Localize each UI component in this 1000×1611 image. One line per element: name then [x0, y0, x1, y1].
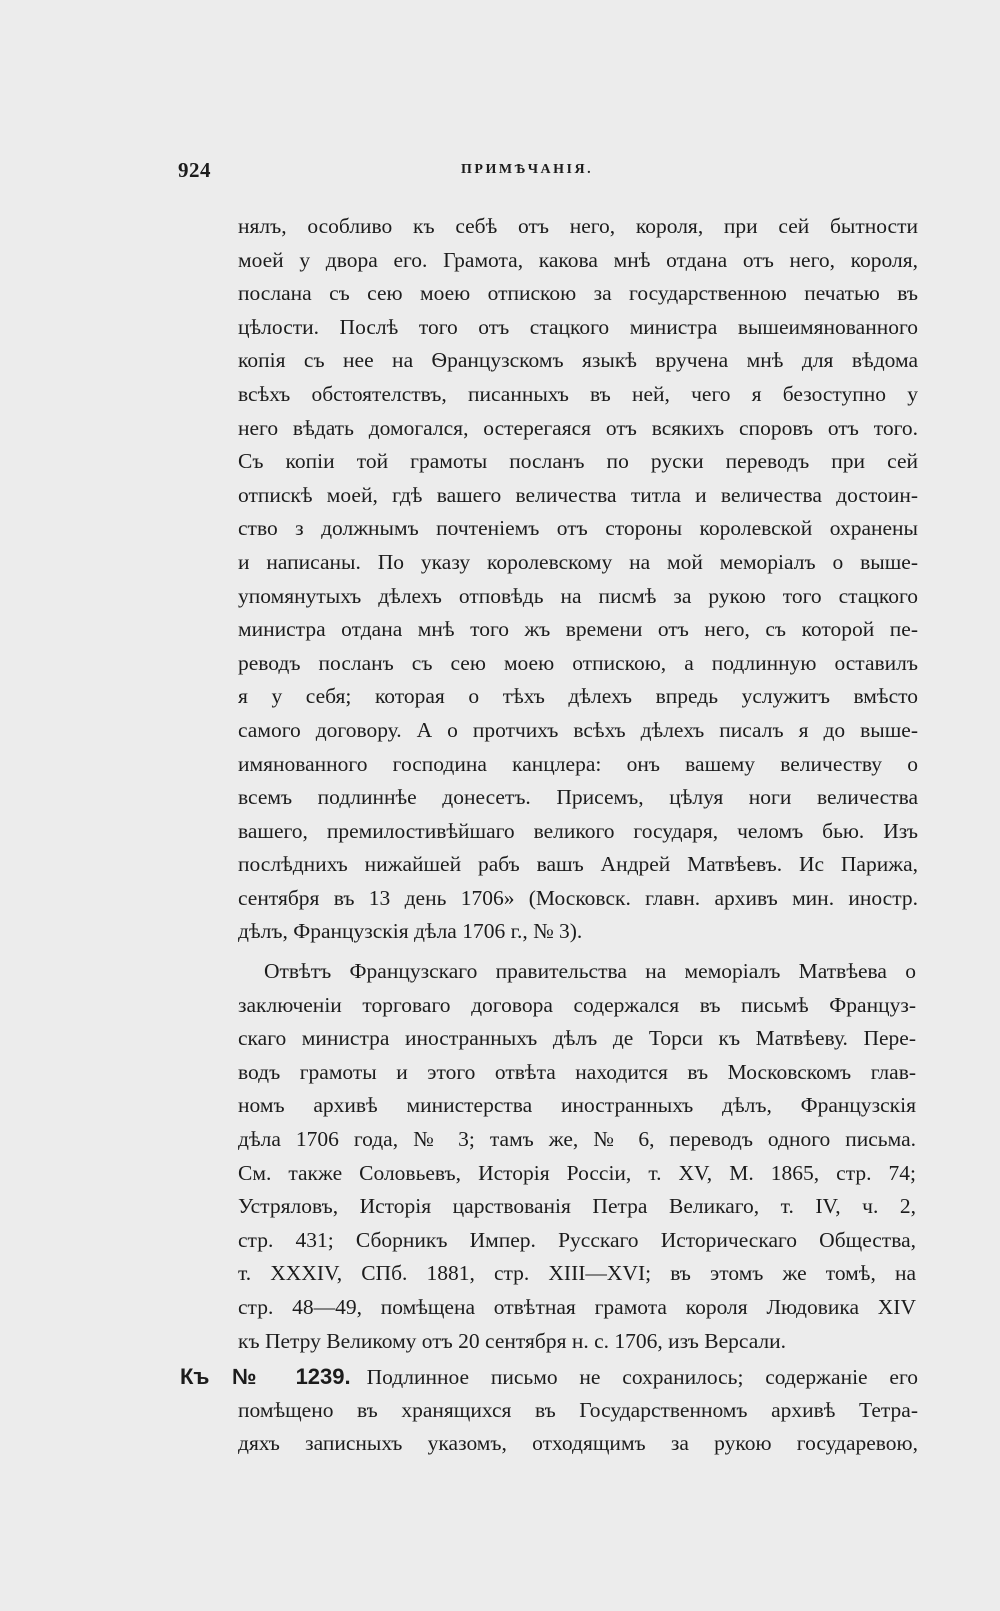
text-line: къ Петру Великому отъ 20 сентября н. с. 1706, изъ Версали. — [238, 1328, 787, 1353]
running-head: ПРИМѢЧАНІЯ. — [461, 162, 594, 177]
text-line: самого договору. А о протчихъ всѣхъ дѣлехъ писалъ я до выше- — [238, 717, 918, 742]
text-line: стр. 431; Сборникъ Импер. Русскаго Историческаго Общества, — [238, 1227, 916, 1252]
text-line: имянованного господина канцлера: онъ вашему величеству о — [238, 751, 918, 776]
note-first-line: Подлинное письмо не сохранилось; содержаніе его — [366, 1365, 918, 1389]
text-line: См. также Соловьевъ, Исторія Россіи, т. XV, М. 1865, стр. 74; — [238, 1160, 916, 1185]
page-header — [178, 158, 918, 188]
text-line: упомянутыхъ дѣлехъ отповѣдь на писмѣ за рукою того стацкого — [238, 583, 918, 608]
text-line: скаго министра иностранныхъ дѣлъ де Торси къ Матвѣеву. Пере- — [238, 1026, 916, 1051]
text-line: заключеніи торговаго договора содержался въ письмѣ Француз- — [238, 992, 916, 1017]
text-line: всемъ подлиннѣе донесетъ. Присемъ, цѣлуя ноги величества — [238, 785, 918, 810]
paragraph-commentary — [238, 955, 916, 1358]
text-line — [180, 1360, 918, 1394]
text-line: послана съ сею моею отпискою за государственною печатью въ — [238, 281, 918, 306]
page-number: 924 — [178, 158, 211, 182]
text-line: реводъ посланъ съ сею моею отпискою, а подлинную оставилъ — [238, 650, 918, 675]
text-line: нялъ, особливо къ себѣ отъ него, короля, при сей бытности — [238, 214, 918, 238]
text-line: стр. 48—49, помѣщена отвѣтная грамота короля Людовика XIV — [238, 1294, 916, 1319]
text-line: номъ архивѣ министерства иностранныхъ дѣлъ, Французскія — [238, 1093, 916, 1118]
text-line: дяхъ записныхъ указомъ, отходящимъ за рукою государевою, — [238, 1431, 918, 1456]
paragraph-letter-text — [238, 210, 918, 949]
text-line: послѣднихъ нижайшей рабъ вашъ Андрей Матвѣевъ. Ис Парижа, — [238, 852, 918, 877]
text-line: отпискѣ моей, гдѣ вашего величества титла и величества достоин- — [238, 482, 918, 507]
text-line: дѣлъ, Французскія дѣла 1706 г., № 3). — [238, 919, 583, 944]
text-line: ство з должнымъ почтеніемъ отъ стороны королевской охранены — [238, 516, 918, 541]
text-line: Съ копіи той грамоты посланъ по руски переводъ при сей — [238, 449, 918, 474]
text-line: всѣхъ обстоятелствъ, писанныхъ въ ней, чего я безоступно у — [238, 381, 918, 406]
text-line: вашего, премилостивѣйшаго великого государя, челомъ бью. Изъ — [238, 818, 918, 843]
text-line: водъ грамоты и этого отвѣта находится въ Московскомъ глав- — [238, 1059, 916, 1084]
text-line: копія съ нее на Ѳранцузскомъ языкѣ вручена мнѣ для вѣдома — [238, 348, 918, 373]
text-line: дѣла 1706 года, № 3; тамъ же, № 6, переводъ одного письма. — [238, 1126, 916, 1151]
text-line: министра отдана мнѣ того жъ времени отъ него, съ которой пе- — [238, 617, 918, 642]
text-line: я у себя; которая о тѣхъ дѣлехъ впредь услужитъ вмѣсто — [238, 684, 918, 709]
text-line: помѣщено въ хранящихся въ Государственномъ архивѣ Тетра- — [238, 1397, 918, 1422]
note-heading: Къ № 1239. — [180, 1364, 351, 1389]
text-line: цѣлости. Послѣ того отъ стацкого министра вышеимянованного — [238, 314, 918, 339]
text-line: Отвѣтъ Французскаго правительства на меморіалъ Матвѣева о — [264, 959, 916, 983]
text-line: и написаны. По указу королевскому на мой меморіалъ о выше- — [238, 549, 918, 574]
text-line: моей у двора его. Грамота, какова мнѣ отдана отъ него, короля, — [238, 247, 918, 272]
paragraph-note-1239 — [180, 1360, 918, 1461]
text-line: него вѣдать домогался, остерегаяся отъ всякихъ споровъ отъ того. — [238, 415, 918, 440]
text-line: т. XXXIV, СПб. 1881, стр. XIII—XVI; въ этомъ же томѣ, на — [238, 1261, 916, 1286]
text-line: Устряловъ, Исторія царствованія Петра Великаго, т. IV, ч. 2, — [238, 1194, 916, 1219]
text-line: сентября въ 13 день 1706» (Московск. главн. архивъ мин. иностр. — [238, 885, 918, 910]
